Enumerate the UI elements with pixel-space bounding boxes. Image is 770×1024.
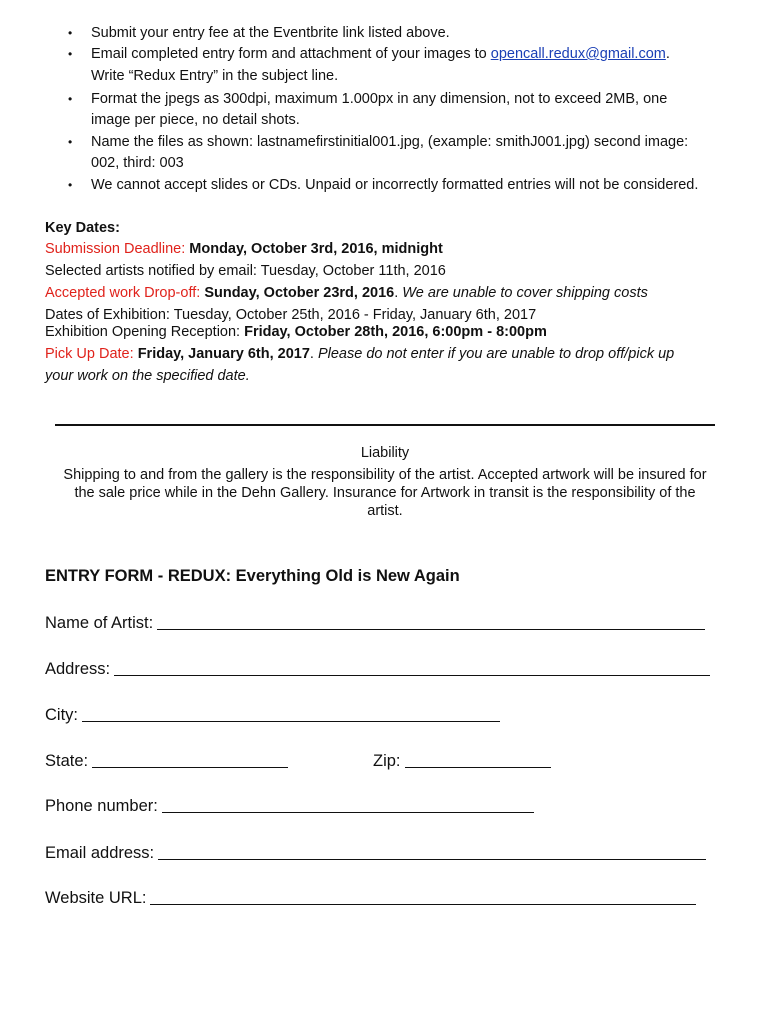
phone-line[interactable] <box>162 796 534 813</box>
form-title: ENTRY FORM - REDUX: Everything Old is New Again <box>45 567 460 585</box>
bullet-text: Submit your entry fee at the Eventbrite link listed above. <box>91 25 450 41</box>
state-field[interactable] <box>45 751 288 771</box>
pickup-date: Pick Up Date: Friday, January 6th, 2017. Please do not enter if you are unable to drop off/pick up <box>45 346 675 362</box>
submission-label: Submission Deadline: <box>45 241 186 257</box>
notified-date: Selected artists notified by email: Tuesday, October 11th, 2016 <box>45 263 446 279</box>
liability-text-line: the sale price while in the Dehn Gallery. Insurance for Artwork in transit is the responsibility of the <box>74 485 696 501</box>
submission-value: Monday, October 3rd, 2016, midnight <box>189 241 443 257</box>
liability-text-line: Shipping to and from the gallery is the responsibility of the artist. Accepted artwork will be insured for <box>63 467 707 483</box>
pickup-note: Please do not enter if you are unable to drop off/pick up <box>317 346 675 362</box>
email-field[interactable] <box>45 843 706 863</box>
requirements-list: • Submit your entry fee at the Eventbrite link listed above. • Email completed entry form and attachment of your images to opencall.redux@gmail.com. Write “Redux Entry” in the subject line. • Format the jpegs as 300dpi, maximum 1.000px in any dimension, not to exceed 2MB, one image per piece, no detail shots. • Name the files as shown: lastnamefirstinitial001.jpg, (example: smithJ001.jpg) second image: 002, third: 003 • We cannot accept slides or CDs. Unpaid or incorrectly formatted entries will not be considered. <box>0 0 770 200</box>
state-line[interactable] <box>92 751 288 768</box>
email-link[interactable]: opencall.redux@gmail.com <box>490 46 666 62</box>
pickup-value: Friday, January 6th, 2017 <box>137 346 310 362</box>
artist-name-field[interactable] <box>45 613 705 633</box>
liability-text-line: artist. <box>367 503 403 519</box>
address-label: Address: <box>45 660 111 678</box>
zip-line[interactable] <box>405 751 551 768</box>
reception-value: Friday, October 28th, 2016, 6:00pm - 8:00pm <box>244 324 547 340</box>
bullet-text: Email completed entry form and attachment of your images to <box>91 46 491 62</box>
zip-field[interactable] <box>373 751 551 771</box>
bullet-icon: • <box>68 135 73 149</box>
city-label: City: <box>45 706 78 724</box>
zip-label: Zip: <box>373 752 401 770</box>
email-line[interactable] <box>158 843 706 860</box>
artist-name-line[interactable] <box>157 613 705 630</box>
email-label: Email address: <box>45 844 155 862</box>
exhibition-dates: Dates of Exhibition: Tuesday, October 25th, 2016 - Friday, January 6th, 2017 <box>45 307 537 323</box>
pickup-note-continued: your work on the specified date. <box>45 368 250 384</box>
address-line[interactable] <box>114 659 710 676</box>
bullet-text: Name the files as shown: lastnamefirstinitial001.jpg, (example: smithJ001.jpg) second image: <box>91 134 689 150</box>
state-label: State: <box>45 752 89 770</box>
dropoff-value: Sunday, October 23rd, 2016 <box>204 285 395 301</box>
key-dates-heading: Key Dates: <box>45 220 120 236</box>
website-label: Website URL: <box>45 889 147 907</box>
artist-name-label: Name of Artist: <box>45 614 154 632</box>
website-field[interactable] <box>45 888 696 908</box>
bullet-text: image per piece, no detail shots. <box>91 112 300 128</box>
liability-title: Liability <box>360 445 410 461</box>
bullet-icon: • <box>68 92 73 106</box>
city-field[interactable] <box>45 705 500 725</box>
bullet-text: We cannot accept slides or CDs. Unpaid or incorrectly formatted entries will not be considered. <box>91 177 699 193</box>
bullet-icon: • <box>68 178 73 192</box>
bullet-icon: • <box>68 47 73 61</box>
city-line[interactable] <box>82 705 500 722</box>
reception-label: Exhibition Opening Reception: <box>45 324 241 340</box>
phone-label: Phone number: <box>45 797 158 815</box>
website-line[interactable] <box>150 888 696 905</box>
bullet-text: Write “Redux Entry” in the subject line. <box>91 68 339 84</box>
dropoff-date: Accepted work Drop-off: Sunday, October 23rd, 2016. We are unable to cover shipping costs <box>45 285 648 301</box>
phone-field[interactable] <box>45 796 534 816</box>
address-field[interactable] <box>45 659 710 679</box>
pickup-label: Pick Up Date: <box>45 346 134 362</box>
section-divider <box>55 424 715 426</box>
opening-reception <box>45 322 547 343</box>
bullet-text: Format the jpegs as 300dpi, maximum 1.000px in any dimension, not to exceed 2MB, one <box>91 91 668 107</box>
submission-deadline <box>45 239 443 260</box>
bullet-icon: • <box>68 26 73 40</box>
dropoff-label: Accepted work Drop-off: <box>45 285 201 301</box>
dropoff-note: We are unable to cover shipping costs <box>402 285 648 301</box>
bullet-text: 002, third: 003 <box>91 155 184 171</box>
